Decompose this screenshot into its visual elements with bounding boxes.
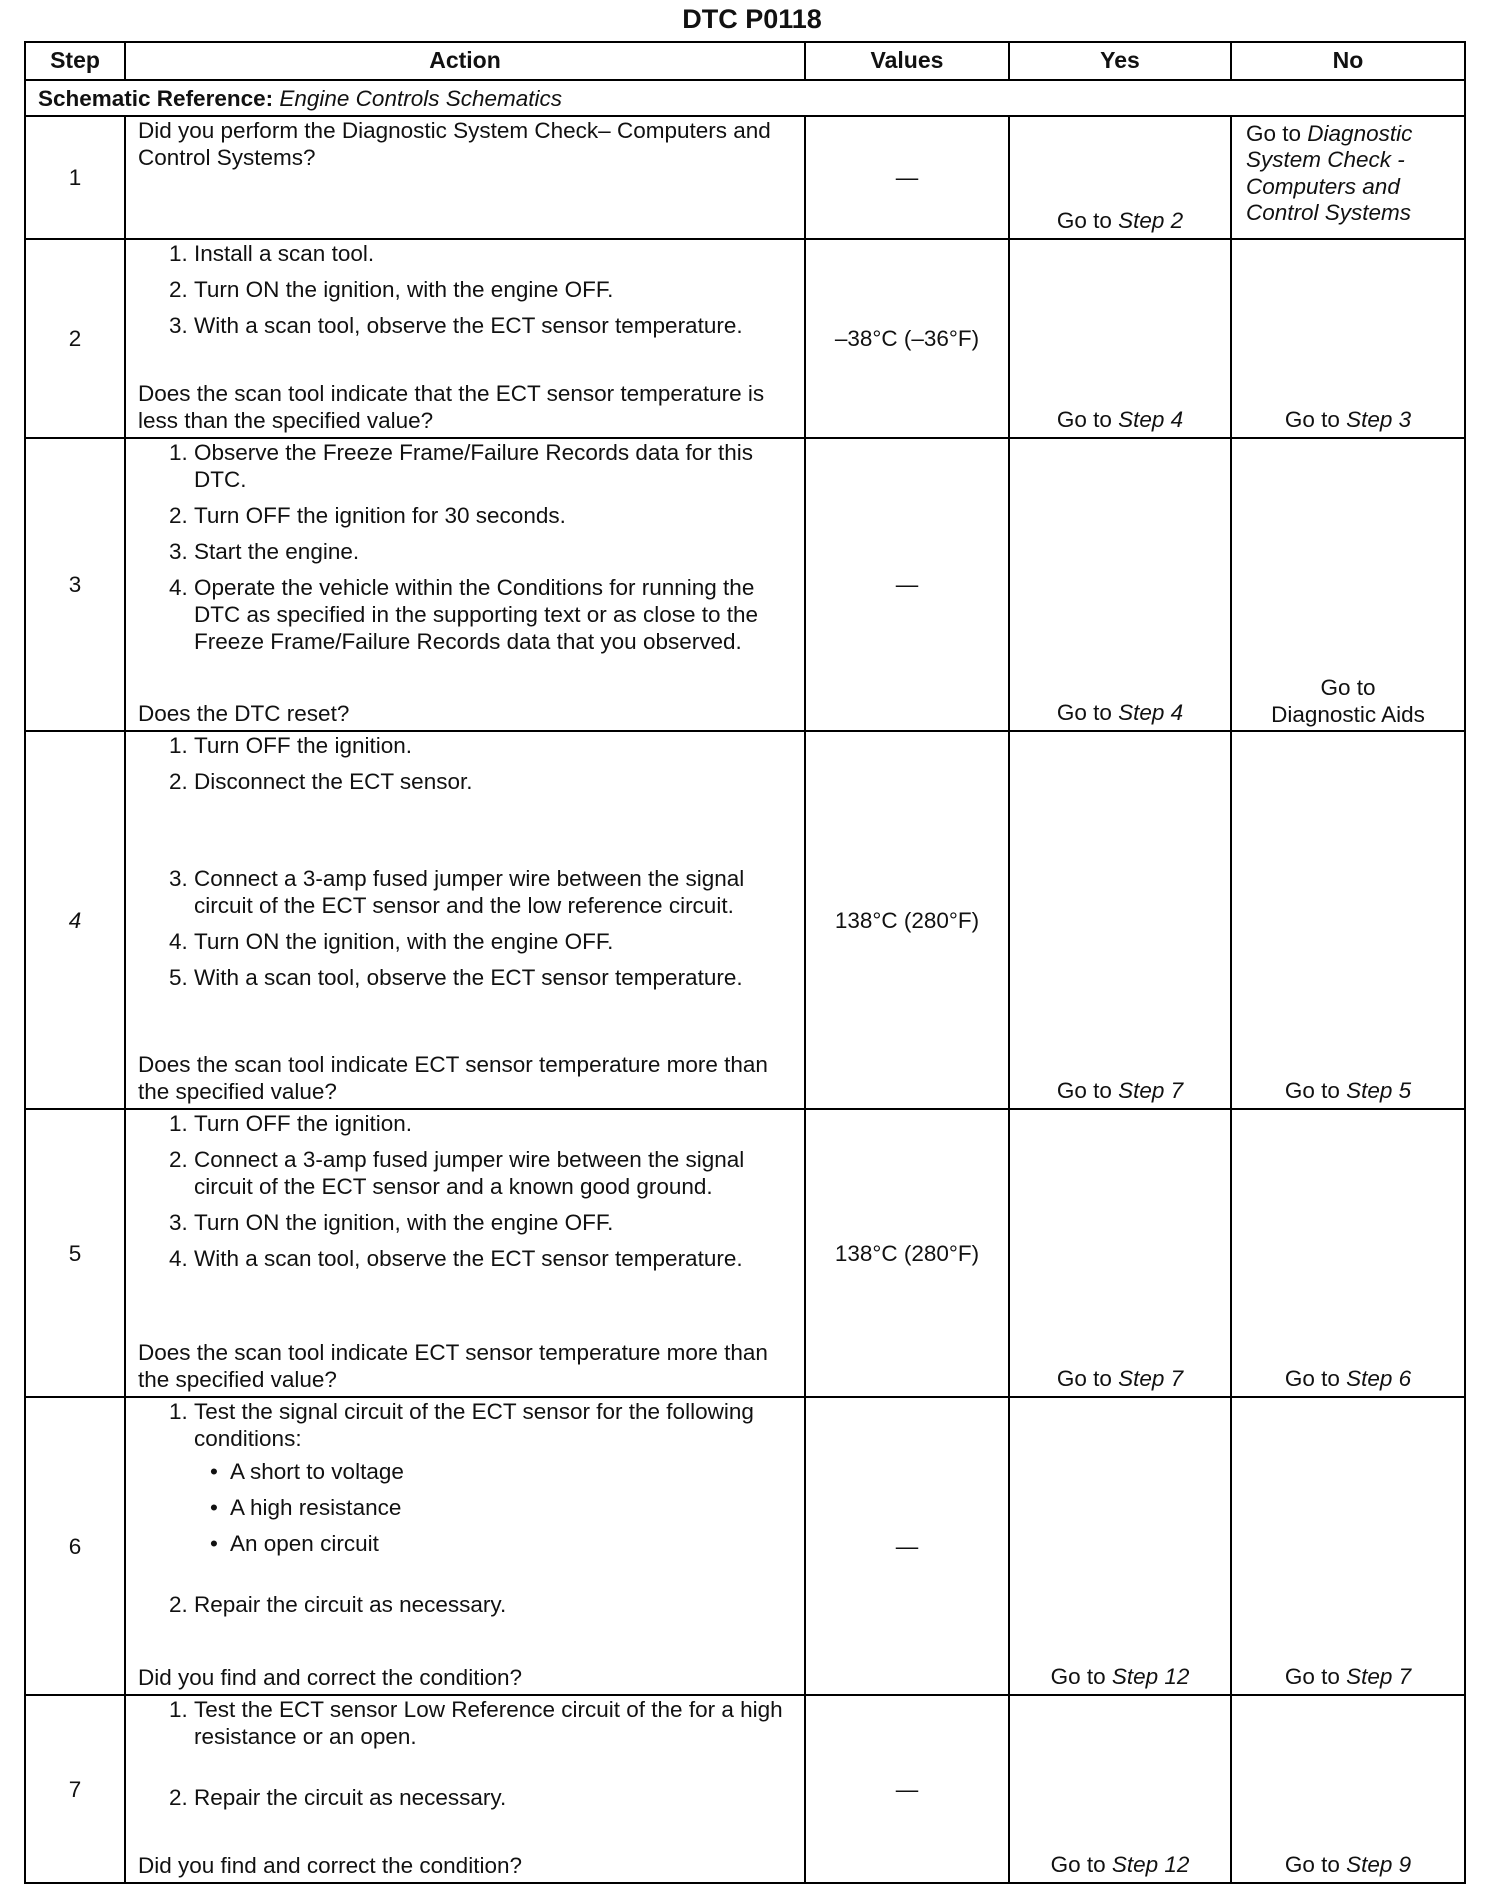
list-item: 1. Test the ECT sensor Low Reference circuit of the for a high resistance or an open. [194,1696,792,1750]
list-item: 2. Repair the circuit as necessary. [194,1591,792,1618]
step-number: 6 [25,1397,125,1695]
no-cell [1231,438,1465,731]
step-number: 7 [25,1695,125,1883]
yes-link[interactable]: Go to Step 12 [1050,1664,1190,1689]
action-steps [138,1110,792,1272]
yes-link[interactable]: Go to Step 12 [1050,1852,1190,1877]
table-row [25,116,1465,239]
action-steps [138,1696,792,1811]
no-link[interactable]: Go to Step 3 [1284,407,1412,432]
table-row [25,731,1465,1109]
list-item: 1. Turn OFF the ignition. [194,732,792,759]
no-cell [1231,1695,1465,1883]
action-cell [125,116,805,239]
schematic-reference [25,80,1465,116]
value-cell: –38°C (–36°F) [805,239,1009,438]
value-cell: — [805,1695,1009,1883]
list-item: 2. Disconnect the ECT sensor. [194,768,792,795]
value-cell: — [805,1397,1009,1695]
list-item: 3. Turn ON the ignition, with the engine OFF. [194,1209,792,1236]
yes-link[interactable]: Go to Step 7 [1056,1366,1184,1391]
list-item: 5. With a scan tool, observe the ECT sensor temperature. [194,964,792,991]
question-text: Does the scan tool indicate that the ECT sensor temperature is less than the specified value? [138,381,765,433]
no-cell [1231,239,1465,438]
table-row [25,1695,1465,1883]
list-item: 4. Turn ON the ignition, with the engine OFF. [194,928,792,955]
no-link[interactable]: Go to Step 5 [1284,1078,1412,1103]
table-row [25,1109,1465,1397]
action-cell [125,1109,805,1397]
action-steps [138,732,792,991]
yes-link[interactable]: Go to Step 4 [1056,407,1184,432]
question-text: Did you find and correct the condition? [138,1853,522,1878]
header-yes: Yes [1009,42,1231,80]
table-row [25,1397,1465,1695]
header-row [25,42,1465,80]
action-cell [125,1397,805,1695]
yes-link[interactable]: Go to Step 4 [1056,700,1184,725]
bullet-item: • A high resistance [194,1494,792,1521]
yes-cell [1009,1109,1231,1397]
table-row [25,438,1465,731]
list-item: 4. With a scan tool, observe the ECT sensor temperature. [194,1245,792,1272]
no-link[interactable]: Go to Step 9 [1284,1852,1412,1877]
step-number: 3 [25,438,125,731]
list-item: 2. Repair the circuit as necessary. [194,1784,792,1811]
step-number: 5 [25,1109,125,1397]
table-row [25,239,1465,438]
action-cell [125,438,805,731]
yes-cell [1009,731,1231,1109]
no-link[interactable]: Go to Step 7 [1284,1664,1412,1689]
schematic-link[interactable]: Engine Controls Schematics [279,85,563,111]
header-no: No [1231,42,1465,80]
action-cell [125,239,805,438]
yes-link[interactable]: Go to Step 7 [1056,1078,1184,1103]
bullet-item: • An open circuit [194,1530,792,1557]
question-text: Does the scan tool indicate ECT sensor temperature more than the specified value? [138,1340,768,1392]
action-steps [138,240,792,339]
list-item: 1. Test the signal circuit of the ECT sensor for the following conditions: • A short to voltage • A high resistance • An open circuit [194,1398,792,1557]
yes-cell [1009,239,1231,438]
step-number: 4 [25,731,125,1109]
list-item: 2. Turn ON the ignition, with the engine OFF. [194,276,792,303]
yes-cell [1009,438,1231,731]
schematic-row [25,80,1465,116]
yes-cell [1009,1397,1231,1695]
step-number: 1 [25,116,125,239]
bullet-item: • A short to voltage [194,1458,792,1485]
list-item: 1. Install a scan tool. [194,240,792,267]
value-cell: — [805,438,1009,731]
list-item: 1. Observe the Freeze Frame/Failure Records data for this DTC. [194,439,792,493]
action-steps [138,1398,792,1618]
header-step: Step [25,42,125,80]
action-cell [125,1695,805,1883]
no-cell [1231,731,1465,1109]
yes-cell [1009,116,1231,239]
no-link[interactable]: Go to Step 6 [1284,1366,1412,1391]
action-cell [125,731,805,1109]
question-text: Did you find and correct the condition? [138,1665,522,1690]
list-item: 3. Connect a 3-amp fused jumper wire between the signal circuit of the ECT sensor and the low reference circuit. [194,865,792,919]
value-cell: — [805,116,1009,239]
page-title: DTC P0118 [682,4,822,34]
header-values: Values [805,42,1009,80]
list-item: 4. Operate the vehicle within the Conditions for running the DTC as specified in the supporting text or as close to the Freeze Frame/Failure Records data that you observed. [194,574,792,655]
list-item: 3. Start the engine. [194,538,792,565]
question-text: Did you perform the Diagnostic System Check– Computers and Control Systems? [138,118,771,170]
no-cell [1231,1109,1465,1397]
yes-link[interactable]: Go to Step 2 [1056,208,1184,233]
list-item: 2. Turn OFF the ignition for 30 seconds. [194,502,792,529]
no-cell [1231,1397,1465,1695]
list-item: 2. Connect a 3-amp fused jumper wire between the signal circuit of the ECT sensor and a known good ground. [194,1146,792,1200]
schematic-label: Schematic Reference: [38,85,274,111]
list-item: 1. Turn OFF the ignition. [194,1110,792,1137]
step-number: 2 [25,239,125,438]
question-text: Does the DTC reset? [138,701,350,726]
value-cell: 138°C (280°F) [805,731,1009,1109]
no-link[interactable]: Go to Diagnostic Aids [1271,675,1425,727]
no-link[interactable]: Go to Diagnostic System Check - Computers and Control Systems [1246,121,1413,225]
question-text: Does the scan tool indicate ECT sensor temperature more than the specified value? [138,1052,768,1104]
diagnostic-table [24,41,1466,1884]
action-steps [138,439,792,655]
list-item: 3. With a scan tool, observe the ECT sensor temperature. [194,312,792,339]
no-cell [1231,116,1465,239]
header-action: Action [125,42,805,80]
condition-bullets [194,1458,792,1557]
value-cell: 138°C (280°F) [805,1109,1009,1397]
yes-cell [1009,1695,1231,1883]
